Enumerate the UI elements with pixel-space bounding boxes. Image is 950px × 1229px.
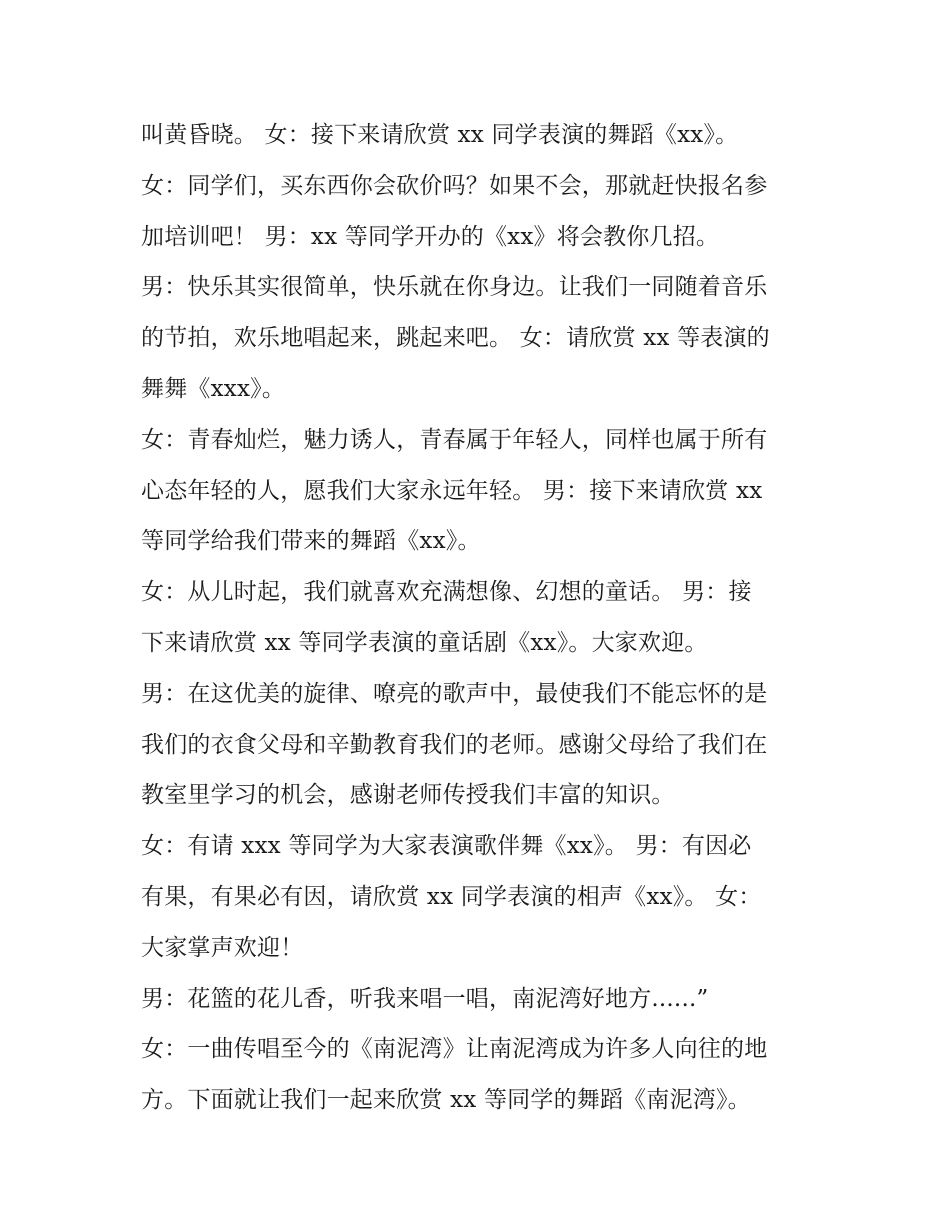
text-line: 的节拍，欢乐地唱起来，跳起来吧。 女：请欣赏 xx 等表演的 [141,325,770,352]
text-line: 女：青春灿烂，魅力诱人，青春属于年轻人，同样也属于所有 [141,426,768,453]
text-line: 加培训吧！ 男：xx 等同学开办的《xx》将会教你几招。 [141,223,720,250]
text-line: 叫黄昏晓。 女：接下来请欣赏 xx 同学表演的舞蹈《xx》。 [141,122,739,148]
text-line: 男：花篮的花儿香，听我来唱一唱，南泥湾好地方......” [141,985,709,1012]
text-line: 有果，有果必有因，请欣赏 xx 同学表演的相声《xx》。 女： [141,883,762,910]
text-line: 男：在这优美的旋律、嘹亮的歌声中，最使我们不能忘怀的是 [141,680,768,707]
text-line: 女：同学们，买东西你会砍价吗？如果不会，那就赶快报名参 [141,172,768,199]
text-line: 教室里学习的机会，感谢老师传授我们丰富的知识。 [141,782,675,809]
text-line: 心态年轻的人，愿我们大家永远年轻。 男：接下来请欣赏 xx [141,477,763,504]
text-line: 方。下面就让我们一起来欣赏 xx 等同学的舞蹈《南泥湾》。 [141,1087,751,1114]
text-line: 舞舞《xxx》。 [141,375,286,402]
text-line: 男：快乐其实很简单，快乐就在你身边。让我们一同随着音乐 [141,274,768,301]
text-line: 女：一曲传唱至今的《南泥湾》让南泥湾成为许多人向往的地 [141,1036,768,1063]
text-line: 等同学给我们带来的舞蹈《xx》。 [141,528,481,555]
text-line: 大家掌声欢迎！ [141,934,304,961]
text-line: 下来请欣赏 xx 等同学表演的童话剧《xx》。大家欢迎。 [141,629,708,656]
text-line: 女：有请 xxx 等同学为大家表演歌伴舞《xx》。 男：有因必 [141,833,752,860]
text-line: 我们的衣食父母和辛勤教育我们的老师。感谢父母给了我们在 [141,731,768,758]
text-line: 女：从儿时起，我们就喜欢充满想像、幻想的童话。 男：接 [141,579,752,606]
document-body [141,110,821,1126]
